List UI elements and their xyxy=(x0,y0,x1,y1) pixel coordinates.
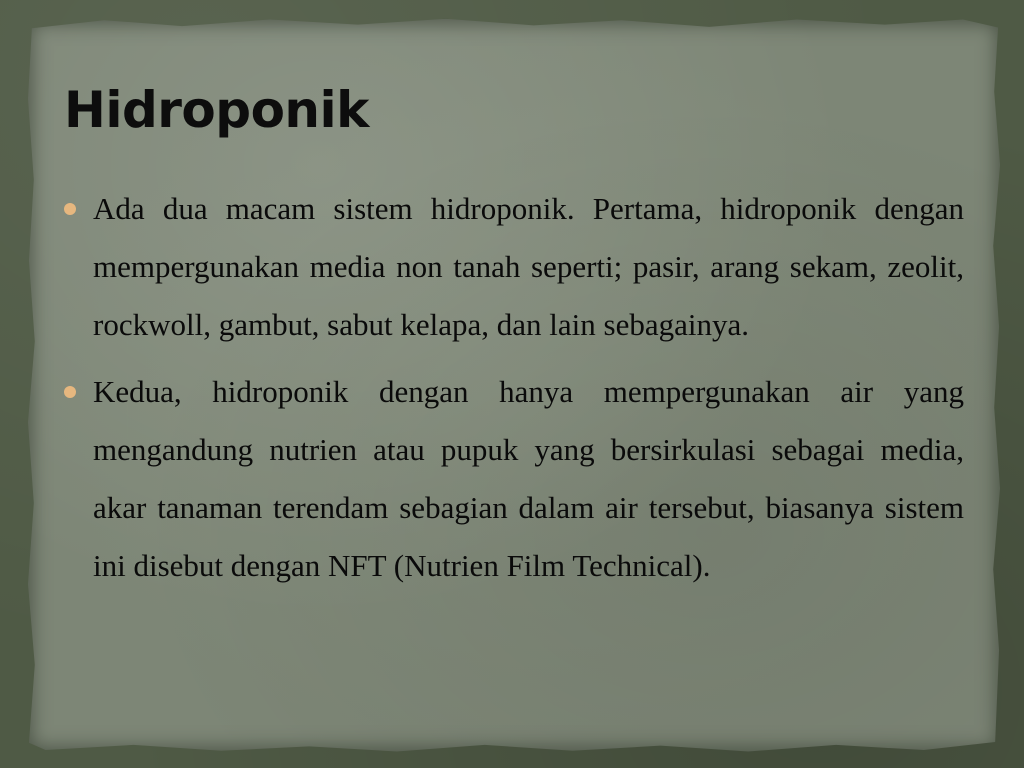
bullet-dot-icon xyxy=(64,386,76,398)
bullet-item xyxy=(62,180,964,354)
bullet-text: Ada dua macam sistem hidroponik. Pertama, hidroponik dengan mempergunakan media non tanah seperti; pasir, arang sekam, zeolit, rockwoll, gambut, sabut kelapa, dan lain sebagainya. xyxy=(93,191,964,342)
bullet-list xyxy=(62,180,964,595)
slide-title: Hidroponik xyxy=(64,81,369,139)
bullet-dot-icon xyxy=(64,203,76,215)
bullet-item xyxy=(62,363,964,595)
bullet-text: Kedua, hidroponik dengan hanya mempergunakan air yang mengandung nutrien atau pupuk yang bersirkulasi sebagai media, akar tanaman terendam sebagian dalam air tersebut, biasanya sistem ini disebut dengan NFT (Nutrien Film Technical). xyxy=(93,374,964,583)
